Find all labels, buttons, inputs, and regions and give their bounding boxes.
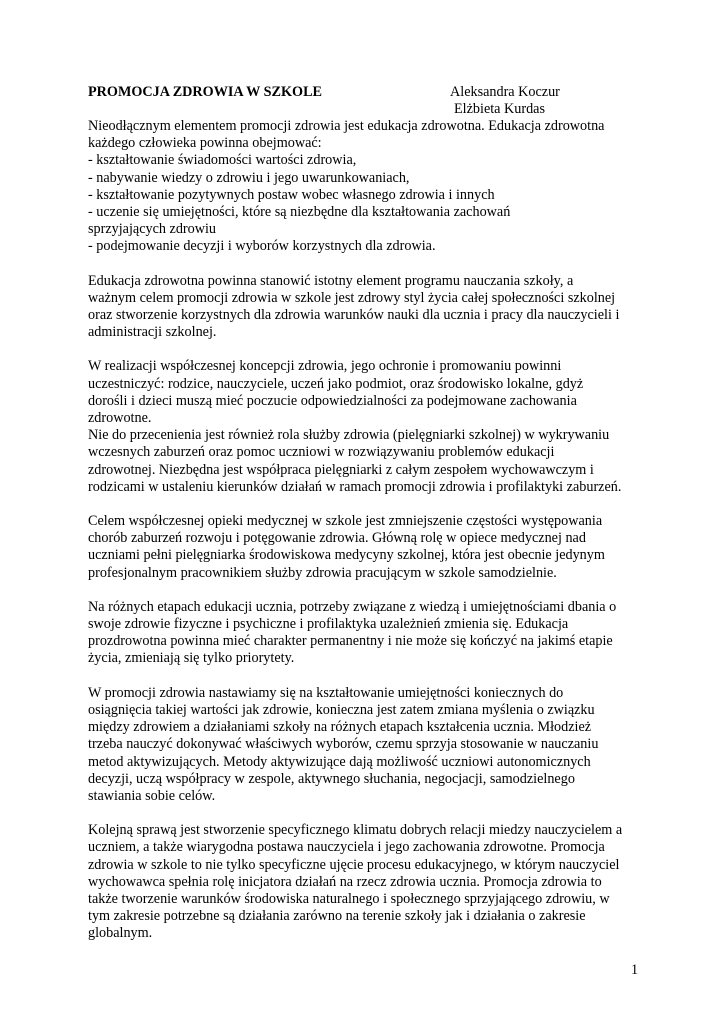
text-line: - podejmowanie decyzji i wyborów korzystnych dla zdrowia. [88, 238, 436, 255]
text-line: osiągnięcia takiej wartości jak zdrowie, konieczna jest zatem zmiana myślenia o związku [88, 701, 595, 718]
text-line: oraz stworzenie korzystnych dla zdrowia warunków nauki dla ucznia i pracy dla nauczycieli i [88, 307, 620, 324]
text-line: W promocji zdrowia nastawiamy się na kształtowanie umiejętności koniecznych do [88, 684, 564, 701]
text-line: życia, zmieniają się tylko priorytety. [88, 650, 295, 667]
text-line: sprzyjających zdrowiu [88, 221, 217, 238]
paragraph [88, 822, 648, 942]
text-line: zdrowia w szkole to nie tylko specyficzne ujęcie procesu edukacyjnego, w którym nauczyciel [88, 856, 620, 873]
text-line: metod aktywizujących. Metody aktywizujące dają możliwość uczniowi autonomicznych [88, 753, 591, 770]
text-line: Edukacja zdrowotna powinna stanowić istotny element programu nauczania szkoły, a [88, 272, 574, 289]
document-header [88, 84, 648, 118]
text-line: Kolejną sprawą jest stworzenie specyficznego klimatu dobrych relacji miedzy nauczycielem a [88, 822, 623, 839]
text-line: ważnym celem promocji zdrowia w szkole jest zdrowy styl życia całej społeczności szkolnej [88, 289, 616, 306]
text-line: - nabywanie wiedzy o zdrowiu i jego uwarunkowaniach, [88, 169, 410, 186]
text-line: Celem współczesnej opieki medycznej w szkole jest zmniejszenie częstości występowania [88, 513, 603, 530]
text-line: każdego człowieka powinna obejmować: [88, 135, 322, 152]
text-line: - uczenie się umiejętności, które są niezbędne dla kształtowania zachowań [88, 204, 511, 221]
paragraph [88, 599, 648, 668]
paragraph [88, 273, 648, 342]
text-line: prozdrowotna powinna mieć charakter permanentny i nie może się kończyć na jakimś etapie [88, 633, 613, 650]
text-line: Nieodłącznym elementem promocji zdrowia jest edukacja zdrowotna. Edukacja zdrowotna [88, 118, 605, 134]
document-title: PROMOCJA ZDROWIA W SZKOLE [88, 84, 323, 100]
paragraph [88, 513, 648, 582]
paragraph [88, 118, 648, 256]
author-name: Elżbieta Kurdas [454, 101, 545, 117]
paragraph [88, 358, 648, 496]
text-line: także tworzenie warunków środowiska naturalnego i społecznego sprzyjającego zdrowiu, w [88, 890, 610, 907]
text-line: uczniem, a także wiarygodna postawa nauczyciela i jego zachowania zdrowotne. Promocja [88, 839, 605, 856]
text-line: administracji szkolnej. [88, 324, 217, 341]
text-line: dorośli i dzieci muszą mieć poczucie odpowiedzialności za podejmowane zachowania [88, 392, 577, 409]
text-line: zdrowotne. [88, 410, 152, 427]
document-body [88, 84, 648, 960]
paragraphs [88, 118, 648, 943]
text-line: - kształtowanie świadomości wartości zdrowia, [88, 152, 357, 169]
text-line: tym zakresie potrzebne są działania zarówno na terenie szkoły jak i działania o zakresie [88, 908, 586, 925]
text-line: wychowawca spełnia rolę inicjatora działań na rzecz zdrowia ucznia. Promocja zdrowia to [88, 873, 602, 890]
text-line: chorób zaburzeń rozwoju i potęgowanie zdrowia. Główną rolę w opiece medycznej nad [88, 530, 586, 547]
text-line: zdrowotnej. Niezbędna jest współpraca pielęgniarki z całym zespołem wychowawczym i [88, 461, 594, 478]
text-line: wczesnych zaburzeń oraz pomoc uczniowi w rozwiązywaniu problemów edukacji [88, 444, 555, 461]
text-line: Na różnych etapach edukacji ucznia, potrzeby związane z wiedzą i umiejętnościami dbania o [88, 598, 617, 615]
author-name: Aleksandra Koczur [450, 84, 560, 100]
text-line: stawiania sobie celów. [88, 787, 216, 804]
text-line: uczniami pełni pielęgniarka środowiskowa medycyny szkolnej, która jest obecnie jedynym [88, 547, 605, 564]
text-line: profesjonalnym pracownikiem służby zdrowia pracującym w szkole samodzielnie. [88, 564, 557, 581]
paragraph [88, 685, 648, 805]
text-line: swoje zdrowie fizyczne i psychiczne i profilaktyka uzależnień zmienia się. Edukacja [88, 616, 569, 633]
text-line: - kształtowanie pozytywnych postaw wobec własnego zdrowia i innych [88, 186, 495, 203]
text-line: między zdrowiem a działaniami szkoły na różnych etapach kształcenia ucznia. Młodzież [88, 719, 592, 736]
text-line: W realizacji współczesnej koncepcji zdrowia, jego ochronie i promowaniu powinni [88, 358, 562, 375]
text-line: rodzicami w ustaleniu kierunków działań w ramach promocji zdrowia i profilaktyki zaburzeń. [88, 478, 622, 495]
text-line: globalnym. [88, 925, 153, 942]
text-line: uczestniczyć: rodzice, nauczyciele, uczeń jako podmiot, oraz środowisko lokalne, gdyż [88, 375, 584, 392]
page-number: 1 [631, 962, 639, 978]
text-line: trzeba nauczyć dokonywać właściwych wyborów, czemu sprzyja stosowanie w nauczaniu [88, 736, 599, 753]
text-line: decyzji, uczą współpracy w zespole, aktywnego słuchania, negocjacji, samodzielnego [88, 770, 575, 787]
text-line: Nie do przecenienia jest również rola służby zdrowia (pielęgniarki szkolnej) w wykrywaniu [88, 427, 610, 444]
